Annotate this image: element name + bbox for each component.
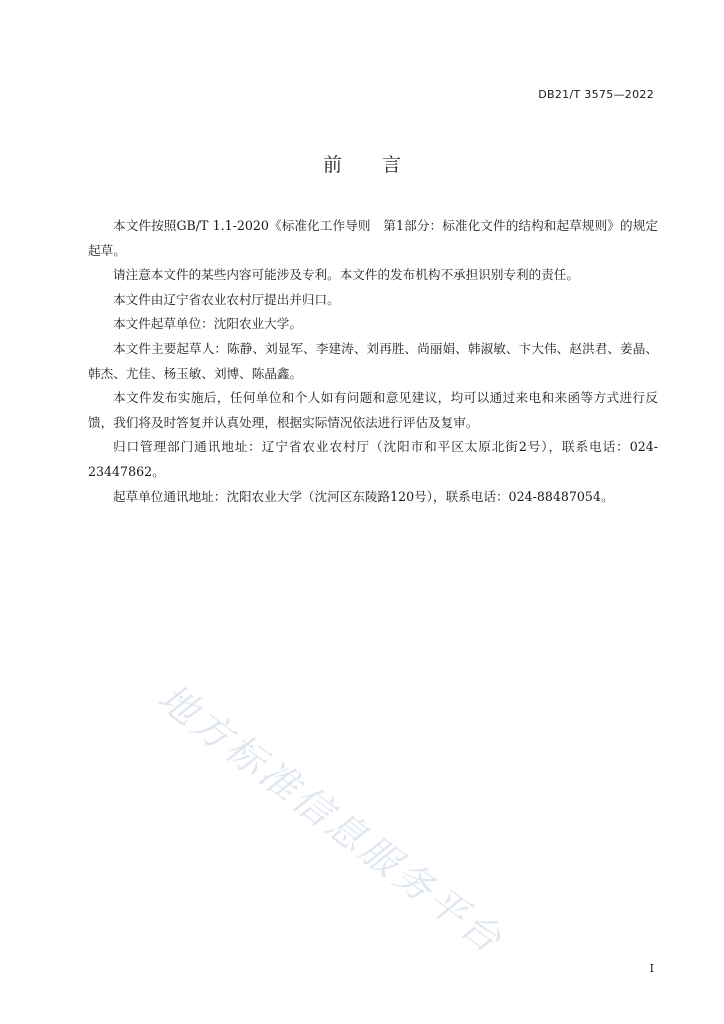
paragraph-main-drafters: 本文件主要起草人：陈静、刘显军、李建涛、刘再胜、尚丽娟、韩淑敏、卞大伟、赵洪君、姜晶、韩杰、尤佳、杨玉敏、刘博、陈晶鑫。 bbox=[88, 340, 658, 381]
paragraph-patent-notice: 请注意本文件的某些内容可能涉及专利。本文件的发布机构不承担识别专利的责任。 bbox=[113, 267, 579, 283]
paragraph-drafting-basis: 本文件按照GB/T 1.1-2020《标准化工作导则 第1部分：标准化文件的结构和起草规则》的规定起草。 bbox=[88, 218, 658, 258]
paragraph-proposer: 本文件由辽宁省农业农村厅提出并归口。 bbox=[113, 291, 340, 307]
foreword-body bbox=[88, 214, 658, 509]
paragraph-authority-address: 归口管理部门通讯地址：辽宁省农业农村厅（沈阳市和平区太原北街2号），联系电话：024-23447862。 bbox=[88, 439, 658, 479]
page-title: 前言 bbox=[322, 154, 441, 176]
page-number: I bbox=[649, 962, 654, 975]
paragraph-feedback: 本文件发布实施后，任何单位和个人如有问题和意见建议，均可以通过来电和来函等方式进行反馈，我们将及时答复并认真处理，根据实际情况依法进行评估及复审。 bbox=[88, 390, 658, 430]
standard-code: DB21/T 3575—2022 bbox=[538, 88, 654, 101]
watermark: 地方标准信息服务平台 bbox=[150, 675, 513, 964]
paragraph-drafting-unit: 本文件起草单位：沈阳农业大学。 bbox=[113, 316, 302, 332]
paragraph-drafting-unit-address: 起草单位通讯地址：沈阳农业大学（沈河区东陵路120号），联系电话：024-88487054。 bbox=[113, 488, 614, 504]
